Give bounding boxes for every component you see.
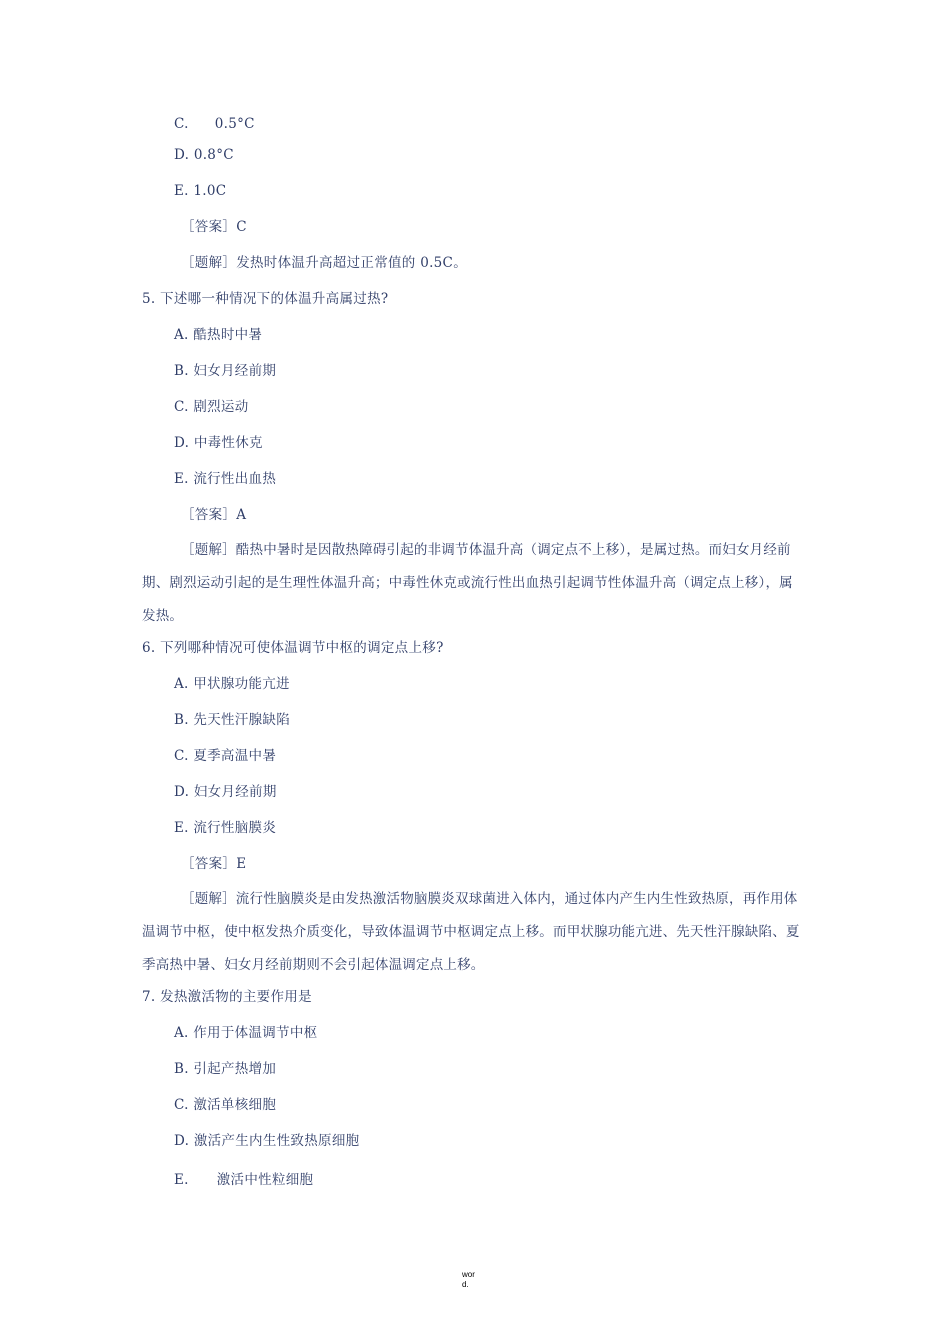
q5-explanation: ［题解］酷热中暑时是因散热障碍引起的非调节体温升高（调定点不上移），是属过热。而妇女月经前期、剧烈运动引起的是生理性体温升高；中毒性休克或流行性出血热引起调节性体温升高（调定点上移），属发热。 [142, 542, 793, 624]
q4-option-c-text: 0.5°C [214, 116, 255, 132]
q7-option-c: C. 激活单核细胞 [174, 1097, 277, 1113]
q6-answer: ［答案］E [181, 856, 247, 872]
q6-question: 6. 下列哪种情况可使体温调节中枢的调定点上移? [142, 640, 444, 656]
q7-option-a: A. 作用于体温调节中枢 [174, 1025, 318, 1041]
q6-option-d: D. 妇女月经前期 [174, 784, 277, 800]
q5-option-b: B. 妇女月经前期 [174, 363, 277, 379]
q7-question: 7. 发热激活物的主要作用是 [142, 989, 312, 1005]
q5-option-d: D. 中毒性休克 [174, 435, 263, 451]
q4-answer: ［答案］C [181, 219, 247, 235]
footer-line-2: d. [462, 1280, 469, 1289]
q4-option-c [174, 115, 255, 133]
q5-question: 5. 下述哪一种情况下的体温升高属过热? [142, 291, 389, 307]
q5-answer: ［答案］A [181, 507, 247, 523]
q4-option-d: D. 0.8°C [174, 147, 234, 163]
q5-option-e: E. 流行性出血热 [174, 471, 277, 487]
q6-explanation: ［题解］流行性脑膜炎是由发热激活物脑膜炎双球菌进入体内，通过体内产生内生性致热原，再作用体温调节中枢，使中枢发热介质变化，导致体温调节中枢调定点上移。而甲状腺功能亢进、先天性汗腺缺陷、夏季高热中暑、妇女月经前期则不会引起体温调定点上移。 [142, 891, 800, 973]
q4-option-e: E. 1.0C [174, 183, 227, 199]
q5-option-c: C. 剧烈运动 [174, 399, 249, 415]
q7-option-e-label: E. [174, 1172, 189, 1188]
q6-option-e: E. 流行性脑膜炎 [174, 820, 277, 836]
q7-option-e [174, 1171, 313, 1189]
q7-option-b: B. 引起产热增加 [174, 1061, 277, 1077]
q4-explanation: ［题解］发热时体温升高超过正常值的 0.5C。 [181, 255, 467, 271]
q6-option-a: A. 甲状腺功能亢进 [174, 676, 290, 692]
q5-option-a: A. 酷热时中暑 [174, 327, 263, 343]
q4-option-c-label: C. [174, 116, 189, 132]
q6-option-c: C. 夏季高温中暑 [174, 748, 277, 764]
footer-line-1: wor [462, 1270, 475, 1279]
page-footer [462, 1270, 475, 1290]
q7-option-e-text: 激活中性粒细胞 [216, 1172, 314, 1188]
q6-option-b: B. 先天性汗腺缺陷 [174, 712, 291, 728]
q7-option-d: D. 激活产生内生性致热原细胞 [174, 1133, 360, 1149]
